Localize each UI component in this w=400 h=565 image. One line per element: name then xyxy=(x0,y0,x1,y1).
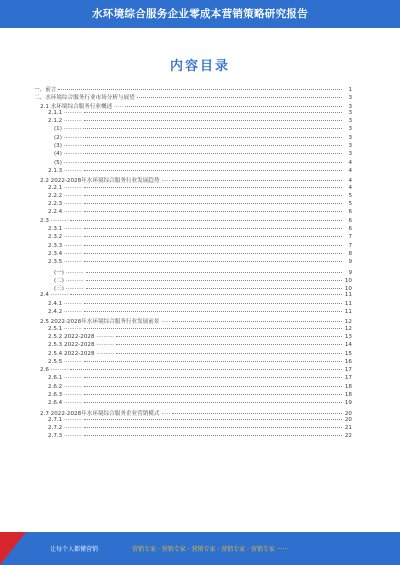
toc-entry-label: 2.5 2022-2028年水环境综合服务行业发展前景 ····· xyxy=(40,319,171,326)
toc-entry-label: 2.5.2 2022-2028 ·········· xyxy=(48,333,115,340)
toc-entry-label: 2.2.4 ·········· xyxy=(48,209,82,216)
toc-entry[interactable] xyxy=(34,168,352,176)
toc-entry-label: 2.1.3 ·········· xyxy=(48,167,82,174)
toc-leader-dots xyxy=(84,187,342,188)
toc-page-number: 5 xyxy=(348,192,352,199)
toc-page-number: 3 xyxy=(348,134,352,141)
toc-entry[interactable] xyxy=(34,185,352,193)
toc-page-number: 16 xyxy=(344,358,352,365)
toc-entry[interactable] xyxy=(34,126,352,134)
report-footer xyxy=(0,532,400,565)
toc-entry-label: (3) ·········· xyxy=(54,143,82,150)
toc-page-number: 7 xyxy=(348,234,352,241)
toc-entry-label: 2.6.2 ·········· xyxy=(48,383,82,390)
toc-page-number: 3 xyxy=(348,143,352,150)
toc-entry[interactable] xyxy=(34,243,352,251)
toc-entry[interactable] xyxy=(34,392,352,400)
toc-title: 内容目录 xyxy=(169,59,230,74)
toc-entry[interactable] xyxy=(34,218,352,226)
toc-entry-label: 2.5.5 ·········· xyxy=(48,358,82,365)
toc-leader-dots xyxy=(172,180,342,181)
toc-leader-dots xyxy=(83,137,342,138)
toc-page-number: 9 xyxy=(348,259,352,266)
toc-entry[interactable] xyxy=(34,334,352,342)
toc-entry-label: 2.5.1 ·········· xyxy=(48,325,82,332)
toc-entry-label: (5) ·········· xyxy=(54,159,82,166)
toc-entry[interactable] xyxy=(34,425,352,433)
toc-entry-label: 二、水环境综合服务行业市场分析与展望 xyxy=(34,95,135,102)
toc-leader-dots xyxy=(84,112,342,113)
toc-entry[interactable] xyxy=(34,93,352,101)
toc-leader-dots xyxy=(84,203,342,204)
toc-page-number: 7 xyxy=(348,242,352,249)
toc-entry[interactable] xyxy=(34,110,352,118)
toc-leader-dots xyxy=(172,321,342,322)
toc-entry-label: 2.3.4 ·········· xyxy=(48,250,82,257)
toc-entry-label: 2.6.3 ·········· xyxy=(48,391,82,398)
toc-page-number: 21 xyxy=(344,425,352,432)
toc-page-number: 15 xyxy=(344,350,352,357)
toc-leader-dots xyxy=(84,245,342,246)
toc-entry[interactable] xyxy=(34,351,352,359)
toc-page-number: 18 xyxy=(344,383,352,390)
toc-page-number: 11 xyxy=(344,309,352,316)
toc-leader-dots xyxy=(84,386,342,387)
toc-entry[interactable] xyxy=(34,375,352,383)
toc-leader-dots xyxy=(84,120,342,121)
toc-page-number: 14 xyxy=(344,342,352,349)
toc-entry-label: 2.1 水环境综合服务行业概述 ····· xyxy=(40,103,123,110)
toc-leader-dots xyxy=(83,128,342,129)
toc-leader-dots xyxy=(83,153,342,154)
toc-page-number: 3 xyxy=(348,103,352,110)
toc-entry[interactable] xyxy=(34,417,352,425)
toc-leader-dots xyxy=(84,211,342,212)
toc-leader-dots xyxy=(84,435,342,436)
toc-entry-label: 2.3.1 ·········· xyxy=(48,226,82,233)
toc-leader-dots xyxy=(84,228,342,229)
toc-entry-label: 2.3.2 ·········· xyxy=(48,234,82,241)
toc-page-number: 8 xyxy=(348,250,352,257)
toc-entry[interactable] xyxy=(34,309,352,317)
toc-page-number: 17 xyxy=(344,375,352,382)
toc-page-number: 3 xyxy=(348,126,352,133)
footer-corner-accent xyxy=(0,532,26,565)
toc-entry-label: 2.3.3 ·········· xyxy=(48,242,82,249)
toc-leader-dots xyxy=(84,170,342,171)
toc-leader-dots xyxy=(84,361,342,362)
toc-page-number: 4 xyxy=(348,167,352,174)
toc-leader-dots xyxy=(84,303,342,304)
toc-leader-dots xyxy=(86,280,342,281)
toc-page-number: 20 xyxy=(344,410,352,417)
toc-entry-label: 2.3 ·········· xyxy=(40,217,69,224)
toc-entry[interactable] xyxy=(34,160,352,168)
toc-page-number: 4 xyxy=(348,184,352,191)
toc-entry[interactable] xyxy=(34,85,352,93)
toc-page-number: 22 xyxy=(344,433,352,440)
toc-page-number: 1 xyxy=(348,87,352,93)
toc-entry[interactable] xyxy=(34,118,352,126)
toc-leader-dots xyxy=(116,344,342,345)
toc-entry-label: 2.4.2 ·········· xyxy=(48,309,82,316)
toc-entry[interactable] xyxy=(34,409,352,417)
toc-page-number: 18 xyxy=(344,391,352,398)
footer-services: 营销专家 · 营销专家 · 营销专家 · 营销专家 · 营销专家 ······ xyxy=(132,546,289,553)
toc-leader-dots xyxy=(84,419,342,420)
toc-entry[interactable] xyxy=(34,259,352,267)
toc-entry-label: 2.4 ·········· xyxy=(40,292,69,299)
toc-leader-dots xyxy=(172,413,342,414)
toc-entry[interactable] xyxy=(34,367,352,375)
toc-page-number: 5 xyxy=(348,201,352,208)
report-title: 水环境综合服务企业零成本营销策略研究报告 xyxy=(92,8,308,20)
toc-leader-dots xyxy=(84,311,342,312)
toc-entry[interactable] xyxy=(34,317,352,325)
toc-leader-dots xyxy=(84,195,342,196)
toc-leader-dots xyxy=(58,89,342,90)
toc-leader-dots xyxy=(70,294,342,295)
toc-entry[interactable] xyxy=(34,326,352,334)
toc-page-number: 9 xyxy=(348,269,352,276)
toc-entry-label: 2.2.3 ·········· xyxy=(48,201,82,208)
toc-entry-label: 2.1.2 ·········· xyxy=(48,118,82,125)
toc-entry[interactable] xyxy=(34,201,352,209)
toc-entry[interactable] xyxy=(34,209,352,217)
toc-page-number: 6 xyxy=(348,209,352,216)
toc-entry-label: 一、前言 xyxy=(34,87,57,93)
toc-entry-label: 2.2.2 ·········· xyxy=(48,192,82,199)
toc-entry-label: (4) ·········· xyxy=(54,151,82,158)
toc-entry[interactable] xyxy=(34,251,352,259)
toc-page-number: 19 xyxy=(344,400,352,407)
toc-entry-label: (二) ·········· xyxy=(54,277,84,284)
toc-entry-label: 2.5.4 2022-2028 ·········· xyxy=(48,350,115,357)
toc-entry[interactable] xyxy=(34,359,352,367)
toc-page-number: 11 xyxy=(344,292,352,299)
toc-page-number: 10 xyxy=(344,277,352,284)
toc-page-number: 6 xyxy=(348,217,352,224)
toc-entry[interactable] xyxy=(34,292,352,300)
toc-page-number: 17 xyxy=(344,367,352,374)
toc-leader-dots xyxy=(84,261,342,262)
toc-page-number: 3 xyxy=(348,95,352,102)
toc-entry[interactable] xyxy=(34,400,352,408)
toc-entry-label: 2.2.1 ·········· xyxy=(48,184,82,191)
toc-leader-dots xyxy=(84,328,342,329)
toc-leader-dots xyxy=(84,253,342,254)
footer-tagline: 让每个人都懂营销 xyxy=(50,546,99,553)
toc-leader-dots xyxy=(86,288,342,289)
toc-leader-dots xyxy=(84,394,342,395)
toc-entry-label: 2.7.3 ·········· xyxy=(48,433,82,440)
toc-leader-dots xyxy=(70,369,342,370)
toc-entry[interactable] xyxy=(34,226,352,234)
toc-page-number: 12 xyxy=(344,319,352,326)
toc-entry[interactable] xyxy=(34,384,352,392)
toc-entry[interactable] xyxy=(34,268,352,276)
toc-page-number: 11 xyxy=(344,300,352,307)
toc-entry[interactable] xyxy=(34,151,352,159)
toc-leader-dots xyxy=(116,336,342,337)
toc-page-number: 3 xyxy=(348,109,352,116)
toc-entry[interactable] xyxy=(34,433,352,441)
table-of-contents xyxy=(34,85,352,442)
toc-leader-dots xyxy=(83,162,342,163)
toc-entry-label: 2.4.1 ·········· xyxy=(48,300,82,307)
toc-page-number: 4 xyxy=(348,159,352,166)
toc-leader-dots xyxy=(83,145,342,146)
toc-entry-label: 2.6 ·········· xyxy=(40,367,69,374)
toc-leader-dots xyxy=(84,402,342,403)
toc-leader-dots xyxy=(86,272,342,273)
toc-entry[interactable] xyxy=(34,301,352,309)
toc-entry-label: 2.6.1 ·········· xyxy=(48,375,82,382)
toc-entry-label: (2) ·········· xyxy=(54,134,82,141)
toc-entry[interactable] xyxy=(34,143,352,151)
toc-leader-dots xyxy=(116,353,342,354)
toc-leader-dots xyxy=(137,97,342,98)
toc-page-number: 20 xyxy=(344,416,352,423)
toc-entry[interactable] xyxy=(34,193,352,201)
toc-leader-dots xyxy=(84,236,342,237)
toc-entry-label: 2.7 2022-2028年水环境综合服务企业营销模式 ····· xyxy=(40,410,171,417)
toc-page-number: 10 xyxy=(344,286,352,293)
toc-page-number: 3 xyxy=(348,118,352,125)
toc-leader-dots xyxy=(84,427,342,428)
toc-entry-label: 2.6.4 ·········· xyxy=(48,400,82,407)
toc-entry-label: (1) ·········· xyxy=(54,126,82,133)
toc-entry-label: 2.3.5 ·········· xyxy=(48,259,82,266)
toc-entry[interactable] xyxy=(34,342,352,350)
toc-page-number: 6 xyxy=(348,226,352,233)
toc-entry[interactable] xyxy=(34,276,352,284)
toc-page-number: 3 xyxy=(348,151,352,158)
toc-entry[interactable] xyxy=(34,234,352,242)
toc-entry-label: 2.1.1 ·········· xyxy=(48,109,82,116)
toc-leader-dots xyxy=(70,220,342,221)
toc-entry-label: 2.5.3 2022-2028 ·········· xyxy=(48,342,115,349)
toc-entry-label: 2.2 2022-2028年水环境综合服务行业发展趋势 ····· xyxy=(40,178,171,185)
toc-leader-dots xyxy=(84,377,342,378)
toc-entry[interactable] xyxy=(34,102,352,110)
toc-entry[interactable] xyxy=(34,176,352,184)
toc-leader-dots xyxy=(125,106,342,107)
toc-entry-label: 2.7.2 ·········· xyxy=(48,425,82,432)
toc-page-number: 13 xyxy=(344,333,352,340)
toc-entry[interactable] xyxy=(34,284,352,292)
report-header xyxy=(0,0,400,28)
toc-page-number: 4 xyxy=(348,178,352,185)
toc-entry-label: 2.7.1 ·········· xyxy=(48,416,82,423)
toc-entry-label: (一) ·········· xyxy=(54,269,84,276)
toc-entry[interactable] xyxy=(34,135,352,143)
toc-page-number: 12 xyxy=(344,325,352,332)
toc-entry-label: (三) ·········· xyxy=(54,286,84,293)
